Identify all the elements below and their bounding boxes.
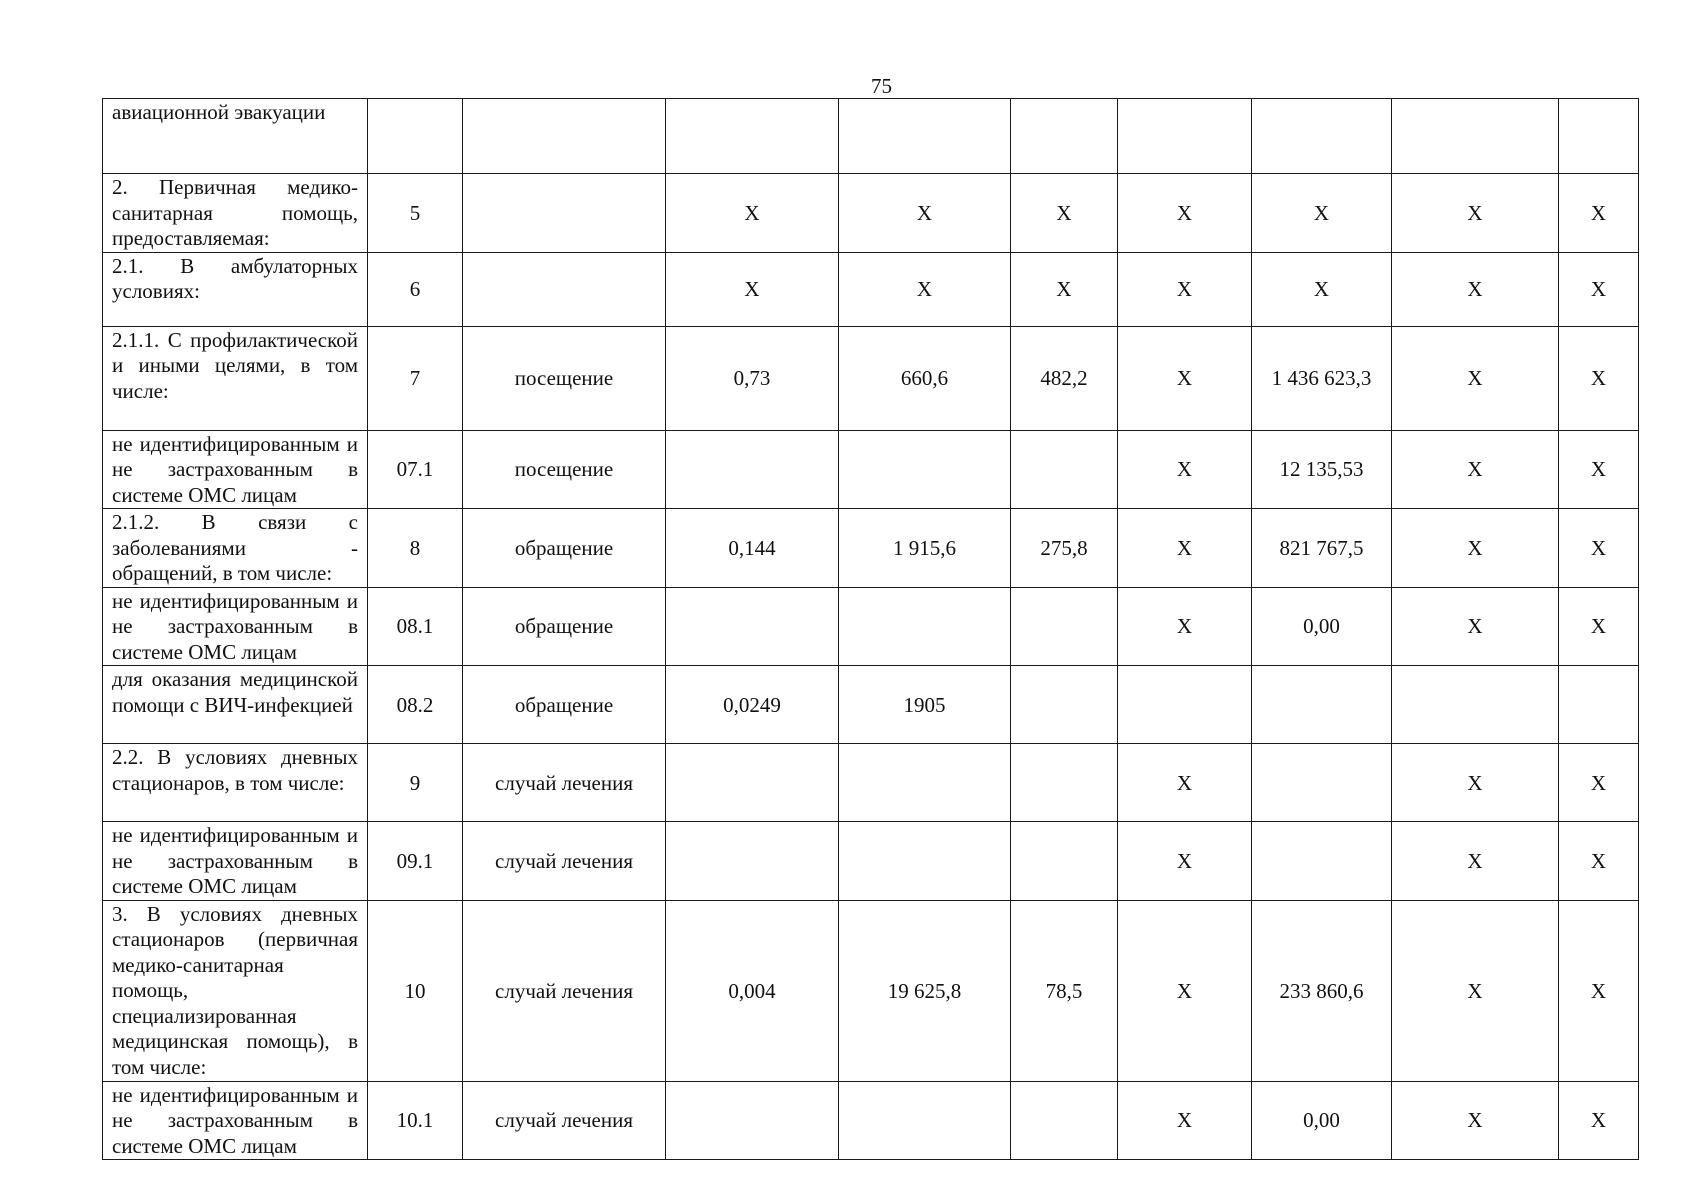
row-unit: случай лечения [463, 900, 666, 1081]
cell-col7 [1118, 99, 1252, 174]
row-name: авиационной эвакуации [103, 99, 368, 174]
cell-col5 [839, 587, 1011, 666]
table-row [103, 509, 1639, 588]
row-number: 7 [368, 326, 463, 430]
cell-col6: X [1011, 174, 1118, 253]
cell-col10 [1559, 666, 1639, 744]
cell-col4 [666, 822, 839, 901]
cell-col7: X [1118, 430, 1252, 509]
cell-col5: 660,6 [839, 326, 1011, 430]
cell-col5: 1905 [839, 666, 1011, 744]
cell-col10: X [1559, 430, 1639, 509]
row-number: 6 [368, 252, 463, 326]
row-number: 10 [368, 900, 463, 1081]
cell-col5 [839, 99, 1011, 174]
cell-col4 [666, 587, 839, 666]
cell-col8: 0,00 [1252, 587, 1392, 666]
table-row [103, 587, 1639, 666]
data-table [102, 98, 1639, 1160]
cell-col7: X [1118, 900, 1252, 1081]
cell-col8 [1252, 99, 1392, 174]
cell-col5: X [839, 252, 1011, 326]
cell-col7: X [1118, 326, 1252, 430]
cell-col6 [1011, 430, 1118, 509]
cell-col8: 12 135,53 [1252, 430, 1392, 509]
cell-col9: X [1392, 430, 1559, 509]
cell-col6 [1011, 822, 1118, 901]
row-number: 10.1 [368, 1081, 463, 1160]
cell-col7: X [1118, 822, 1252, 901]
row-number: 08.1 [368, 587, 463, 666]
cell-col6: 482,2 [1011, 326, 1118, 430]
cell-col10: X [1559, 509, 1639, 588]
cell-col4: 0,73 [666, 326, 839, 430]
cell-col7: X [1118, 252, 1252, 326]
cell-col4 [666, 430, 839, 509]
cell-col4: X [666, 252, 839, 326]
row-name: 2.1. В амбулаторных условиях: [103, 252, 368, 326]
row-number: 07.1 [368, 430, 463, 509]
table-row [103, 99, 1639, 174]
cell-col10: X [1559, 900, 1639, 1081]
row-unit: случай лечения [463, 822, 666, 901]
cell-col9: X [1392, 1081, 1559, 1160]
row-unit: случай лечения [463, 1081, 666, 1160]
cell-col9: X [1392, 252, 1559, 326]
page-number: 75 [871, 74, 892, 98]
cell-col8 [1252, 666, 1392, 744]
cell-col6: 78,5 [1011, 900, 1118, 1081]
cell-col5: X [839, 174, 1011, 253]
row-number: 09.1 [368, 822, 463, 901]
cell-col4: 0,004 [666, 900, 839, 1081]
row-name: для оказания медицинской помощи с ВИЧ-инфекцией [103, 666, 368, 744]
cell-col7: X [1118, 744, 1252, 822]
row-unit: посещение [463, 430, 666, 509]
row-unit [463, 174, 666, 253]
cell-col7: X [1118, 174, 1252, 253]
cell-col9: X [1392, 822, 1559, 901]
row-unit: случай лечения [463, 744, 666, 822]
row-name: 2.1.1. С профилактической и иными целями, в том числе: [103, 326, 368, 430]
cell-col7 [1118, 666, 1252, 744]
cell-col10 [1559, 99, 1639, 174]
cell-col10: X [1559, 587, 1639, 666]
cell-col10: X [1559, 822, 1639, 901]
cell-col8: 0,00 [1252, 1081, 1392, 1160]
row-number: 9 [368, 744, 463, 822]
table-row [103, 822, 1639, 901]
table-row [103, 1081, 1639, 1160]
cell-col4 [666, 1081, 839, 1160]
row-name: не идентифицированным и не застрахованным в системе ОМС лицам [103, 1081, 368, 1160]
cell-col5 [839, 822, 1011, 901]
cell-col8: 1 436 623,3 [1252, 326, 1392, 430]
cell-col4: X [666, 174, 839, 253]
cell-col7: X [1118, 509, 1252, 588]
table-row [103, 174, 1639, 253]
cell-col8: X [1252, 252, 1392, 326]
row-unit: обращение [463, 509, 666, 588]
row-number [368, 99, 463, 174]
row-name: не идентифицированным и не застрахованным в системе ОМС лицам [103, 430, 368, 509]
row-name: 3. В условиях дневных стационаров (первичная медико-санитарная помощь, специализированная медицинская помощь), в том числе: [103, 900, 368, 1081]
row-number: 8 [368, 509, 463, 588]
row-name: 2.1.2. В связи с заболеваниями - обращений, в том числе: [103, 509, 368, 588]
cell-col9: X [1392, 509, 1559, 588]
cell-col6 [1011, 666, 1118, 744]
cell-col8: X [1252, 174, 1392, 253]
cell-col9: X [1392, 174, 1559, 253]
cell-col10: X [1559, 326, 1639, 430]
cell-col8: 821 767,5 [1252, 509, 1392, 588]
row-number: 08.2 [368, 666, 463, 744]
row-unit: обращение [463, 666, 666, 744]
row-name: не идентифицированным и не застрахованным в системе ОМС лицам [103, 822, 368, 901]
table-row [103, 326, 1639, 430]
table-row [103, 252, 1639, 326]
cell-col7: X [1118, 1081, 1252, 1160]
cell-col4 [666, 99, 839, 174]
row-name: 2.2. В условиях дневных стационаров, в том числе: [103, 744, 368, 822]
cell-col6 [1011, 587, 1118, 666]
cell-col7: X [1118, 587, 1252, 666]
cell-col8 [1252, 822, 1392, 901]
cell-col5 [839, 744, 1011, 822]
cell-col5 [839, 430, 1011, 509]
cell-col9 [1392, 99, 1559, 174]
row-number: 5 [368, 174, 463, 253]
row-name: 2. Первичная медико-санитарная помощь, предоставляемая: [103, 174, 368, 253]
cell-col6: 275,8 [1011, 509, 1118, 588]
table-row [103, 744, 1639, 822]
cell-col9: X [1392, 326, 1559, 430]
table-row [103, 900, 1639, 1081]
cell-col8: 233 860,6 [1252, 900, 1392, 1081]
table-row [103, 666, 1639, 744]
cell-col6 [1011, 99, 1118, 174]
row-unit: посещение [463, 326, 666, 430]
row-unit [463, 99, 666, 174]
cell-col9: X [1392, 587, 1559, 666]
cell-col9 [1392, 666, 1559, 744]
cell-col10: X [1559, 252, 1639, 326]
cell-col5: 1 915,6 [839, 509, 1011, 588]
row-name: не идентифицированным и не застрахованным в системе ОМС лицам [103, 587, 368, 666]
cell-col6 [1011, 1081, 1118, 1160]
row-unit [463, 252, 666, 326]
cell-col9: X [1392, 744, 1559, 822]
cell-col5: 19 625,8 [839, 900, 1011, 1081]
cell-col10: X [1559, 1081, 1639, 1160]
row-unit: обращение [463, 587, 666, 666]
cell-col4: 0,0249 [666, 666, 839, 744]
cell-col4 [666, 744, 839, 822]
cell-col4: 0,144 [666, 509, 839, 588]
table-row [103, 430, 1639, 509]
cell-col10: X [1559, 174, 1639, 253]
cell-col6: X [1011, 252, 1118, 326]
cell-col6 [1011, 744, 1118, 822]
cell-col10: X [1559, 744, 1639, 822]
cell-col5 [839, 1081, 1011, 1160]
cell-col8 [1252, 744, 1392, 822]
cell-col9: X [1392, 900, 1559, 1081]
